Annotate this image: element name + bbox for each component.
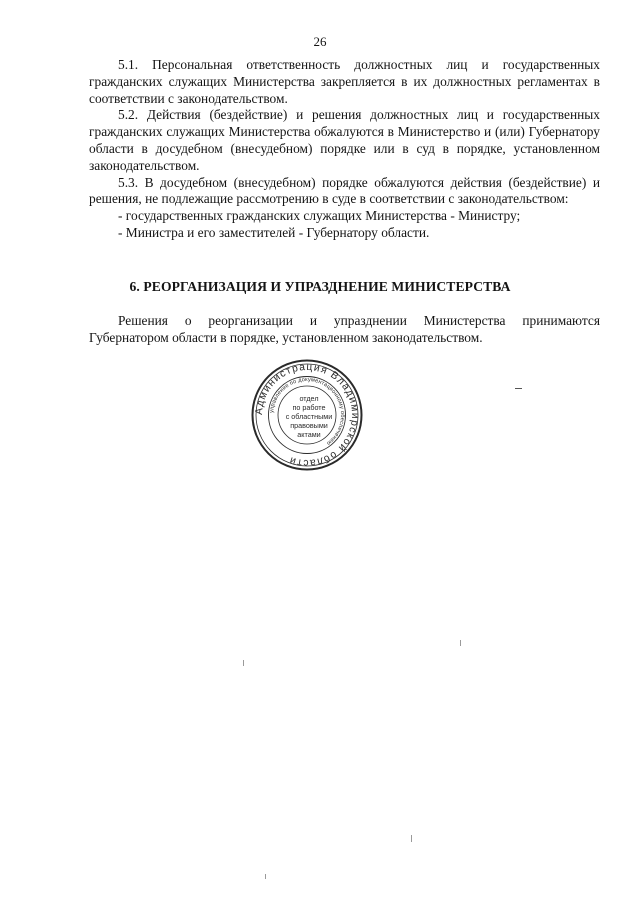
paragraph-6: Решения о реорганизации и упразднении Министерства принимаются Губернатором области в порядке, установленном законодательством.	[89, 313, 600, 345]
stamp-center-line: по работе	[292, 403, 326, 412]
paragraph-5-1: 5.1. Персональная ответственность должностных лиц и государственных гражданских служащих Министерства закрепляется в их должностных регламентах в соответствии с законодательством.	[89, 57, 600, 106]
scan-speck	[243, 660, 244, 666]
section-5-body	[89, 57, 600, 242]
stamp-seal-icon	[250, 358, 364, 472]
scan-speck	[460, 640, 461, 646]
section-6-title: 6. РЕОРГАНИЗАЦИЯ И УПРАЗДНЕНИЕ МИНИСТЕРСТВА	[129, 279, 511, 294]
stamp-inner-text: управление по документационному обеспечению	[269, 376, 346, 447]
stamp-center-line: актами	[297, 430, 321, 439]
scan-speck	[265, 874, 266, 879]
section-6-body	[89, 313, 600, 347]
paragraph-5-2: 5.2. Действия (бездействие) и решения должностных лиц и государственных гражданских служащих Министерства обжалуются в Министерство и (или) Губернатору области в досудебном (внесудебном) порядке или в суд в порядке, установленном законодательством.	[89, 107, 600, 173]
list-item: - Министра и его заместителей - Губернатору области.	[118, 224, 430, 240]
stamp-center-line: правовыми	[290, 421, 328, 430]
page-number: 26	[313, 34, 327, 49]
stamp-outer-text: Администрация Владимирской области	[253, 361, 361, 469]
stray-mark	[515, 388, 522, 389]
scan-speck	[411, 835, 412, 842]
paragraph-5-3: 5.3. В досудебном (внесудебном) порядке обжалуются действия (бездействие) и решения, не подлежащие рассмотрению в суде в соответствии с законодательством:	[89, 174, 600, 207]
stamp-center-line: с областными	[285, 412, 333, 421]
stamp-center-line: отдел	[299, 394, 319, 403]
list-item: - государственных гражданских служащих Министерства - Министру;	[118, 208, 521, 224]
official-stamp	[250, 358, 364, 472]
